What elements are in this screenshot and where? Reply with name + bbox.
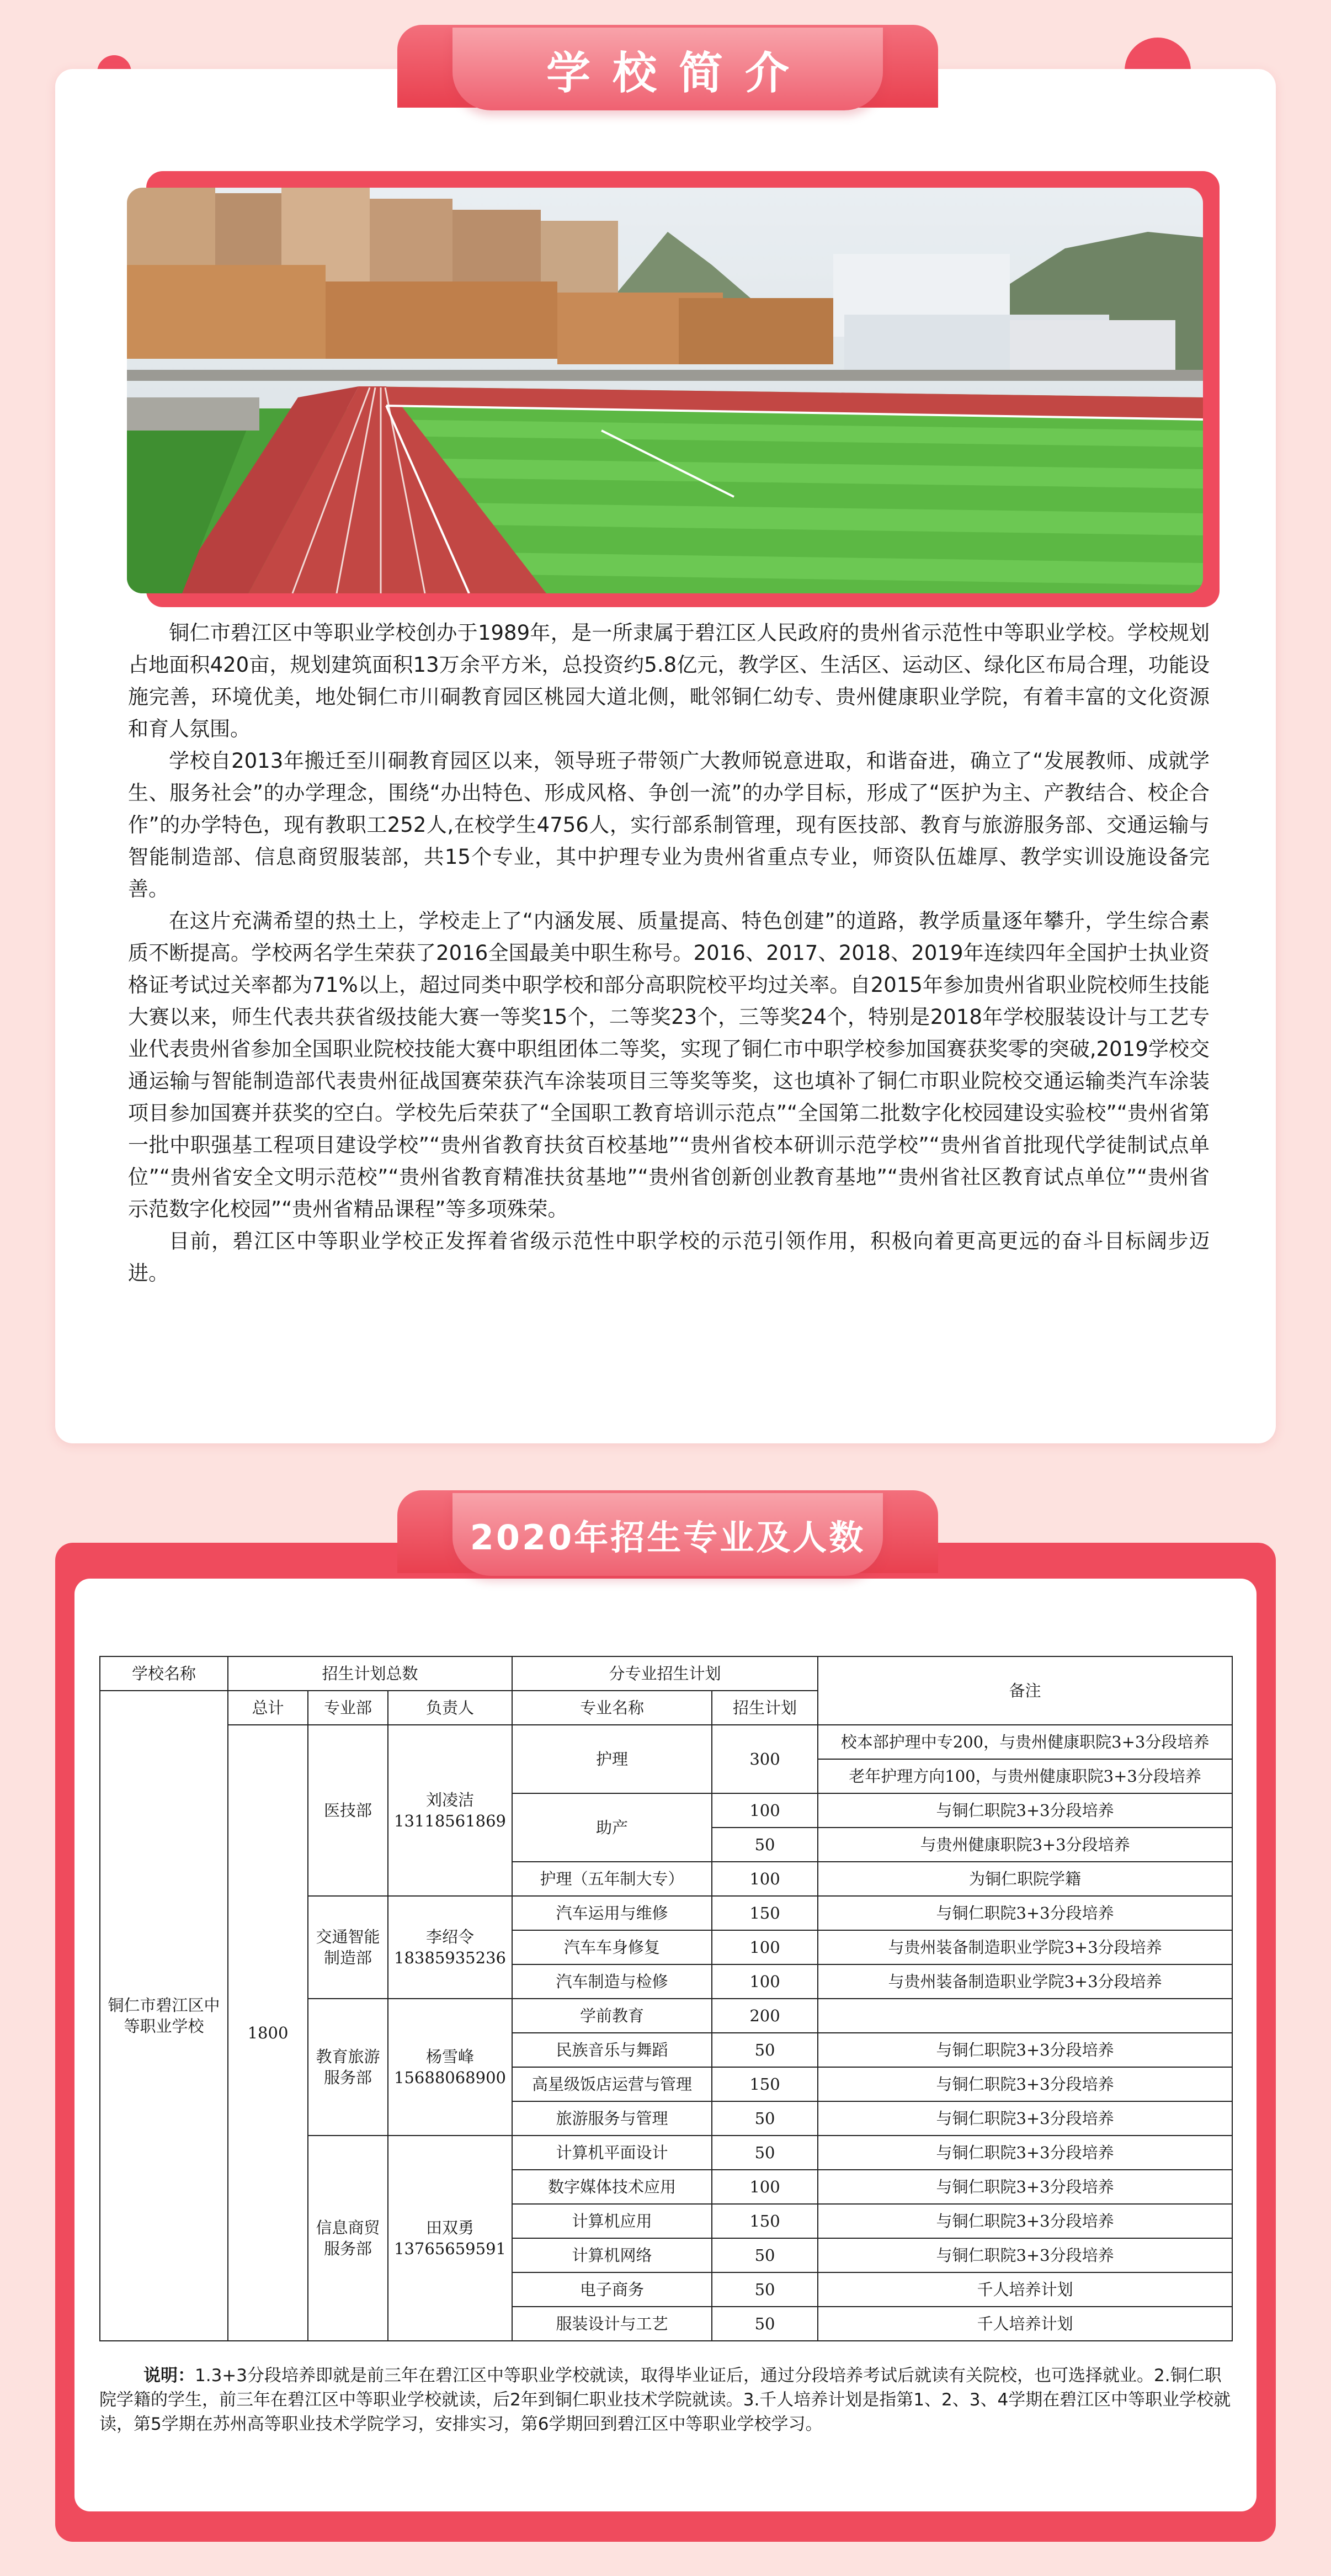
quota-cell: 50 [712, 2101, 818, 2136]
header-cell: 备注 [818, 1656, 1232, 1725]
quota-cell: 150 [712, 2067, 818, 2101]
quota-cell: 50 [712, 1828, 818, 1862]
header-cell: 负责人 [388, 1691, 512, 1725]
remark-cell: 与铜仁职院3+3分段培养 [818, 2136, 1232, 2170]
quota-cell: 50 [712, 2033, 818, 2067]
quota-cell: 50 [712, 2272, 818, 2307]
major-cell: 汽车车身修复 [512, 1930, 712, 1964]
remark-cell: 校本部护理中专200，与贵州健康职院3+3分段培养 [818, 1725, 1232, 1759]
remark-cell: 与铜仁职院3+3分段培养 [818, 2204, 1232, 2238]
intro-paragraph: 学校自2013年搬迁至川硐教育园区以来，领导班子带领广大教师锐意进取，和谐奋进，确立了“发展教师、成就学生、服务社会”的办学理念，围绕“办出特色、形成风格、争创一流”的办学目标，形成了“医护为主、产教结合、校企合作”的办学特色，现有教职工252人,在校学生4756人，实行部系制管理，现有医技部、教育与旅游服务部、交通运输与智能制造部、信息商贸服装部，共15个专业，其中护理专业为贵州省重点专业，师资队伍雄厚、教学实训设施设备完善。 [128, 749, 1210, 901]
quota-cell: 100 [712, 1862, 818, 1896]
remark-cell: 与贵州装备制造职业学院3+3分段培养 [818, 1930, 1232, 1964]
header-cell: 专业名称 [512, 1691, 712, 1725]
major-cell: 电子商务 [512, 2272, 712, 2307]
dept-cell: 医技部 [308, 1725, 388, 1896]
major-cell: 计算机平面设计 [512, 2136, 712, 2170]
section-title-text: 学校简介 [546, 47, 811, 99]
remark-cell: 为铜仁职院学籍 [818, 1862, 1232, 1896]
intro-text [128, 617, 1210, 1289]
intro-paragraph: 铜仁市碧江区中等职业学校创办于1989年，是一所隶属于碧江区人民政府的贵州省示范性中等职业学校。学校规划占地面积420亩，规划建筑面积13万余平方米，总投资约5.8亿元，教学区、生活区、运动区、绿化区布局合理，功能设施完善，环境优美，地处铜仁市川硐教育园区桃园大道北侧，毗邻铜仁幼专、贵州健康职业学院，有着丰富的文化资源和育人氛围。 [128, 621, 1210, 741]
remark-cell: 千人培养计划 [818, 2272, 1232, 2307]
header-cell: 学校名称 [100, 1656, 228, 1691]
quota-cell: 50 [712, 2307, 818, 2341]
remark-cell: 与铜仁职院3+3分段培养 [818, 2067, 1232, 2101]
intro-paragraph: 在这片充满希望的热土上，学校走上了“内涵发展、质量提高、特色创建”的道路，教学质量逐年攀升，学生综合素质不断提高。学校两名学生荣获了2016全国最美中职生称号。2016、2017、2018、2019年连续四年全国护士执业资格证考试过关率都为71%以上，超过同类中职学校和部分高职院校平均过关率。自2015年参加贵州省职业院校师生技能大赛以来，师生代表共获省级技能大赛一等奖15个，二等奖23个，三等奖24个，特别是2018年学校服装设计与工艺专业代表贵州省参加全国职业院校技能大赛中职组团体二等奖，实现了铜仁市中职学校参加国赛获奖零的突破,2019学校交通运输与智能制造部代表贵州征战国赛荣获汽车涂装项目三等奖等奖，这也填补了铜仁市职业院校交通运输类汽车涂装项目参加国赛并获奖的空白。学校先后荣获了“全国职工教育培训示范点”“全国第二批数字化校园建设实验校”“贵州省第一批中职强基工程项目建设学校”“贵州省教育扶贫百校基地”“贵州省校本研训示范学校”“贵州省首批现代学徒制试点单位”“贵州省安全文明示范校”“贵州省教育精准扶贫基地”“贵州省创新创业教育基地”“贵州省社区教育试点单位”“贵州省示范数字化校园”“贵州省精品课程”等多项殊荣。 [128, 909, 1210, 1221]
table-header-row [100, 1656, 1232, 1691]
quota-cell: 100 [712, 2170, 818, 2204]
campus-photo [127, 188, 1203, 593]
dept-cell: 教育旅游 服务部 [308, 1999, 388, 2136]
quota-cell: 150 [712, 2204, 818, 2238]
remark-cell: 与铜仁职院3+3分段培养 [818, 1896, 1232, 1930]
major-cell: 汽车制造与检修 [512, 1964, 712, 1999]
remark-cell: 与铜仁职院3+3分段培养 [818, 2101, 1232, 2136]
section-title-2 [452, 1493, 883, 1576]
section-title-2-text: 2020年招生专业及人数 [470, 1517, 866, 1558]
dept-cell: 交通智能 制造部 [308, 1896, 388, 1999]
remark-cell: 与铜仁职院3+3分段培养 [818, 1793, 1232, 1828]
person-cell: 杨雪峰 15688068900 [388, 1999, 512, 2136]
remark-cell: 与贵州装备制造职业学院3+3分段培养 [818, 1964, 1232, 1999]
header-cell: 分专业招生计划 [512, 1656, 818, 1691]
header-cell: 专业部 [308, 1691, 388, 1725]
remark-cell: 与铜仁职院3+3分段培养 [818, 2238, 1232, 2272]
major-cell: 护理（五年制大专） [512, 1862, 712, 1896]
section-title [452, 28, 883, 110]
total-cell: 1800 [228, 1725, 308, 2341]
quota-cell: 50 [712, 2238, 818, 2272]
table-note [99, 2363, 1232, 2436]
header-cell: 总计 [228, 1691, 308, 1725]
major-cell: 民族音乐与舞蹈 [512, 2033, 712, 2067]
major-cell: 计算机网络 [512, 2238, 712, 2272]
person-cell: 李绍令 18385935236 [388, 1896, 512, 1999]
major-cell: 服装设计与工艺 [512, 2307, 712, 2341]
major-cell: 护理 [512, 1725, 712, 1793]
remark-cell: 千人培养计划 [818, 2307, 1232, 2341]
person-cell: 刘凌洁 13118561869 [388, 1725, 512, 1896]
header-cell: 招生计划总数 [228, 1656, 512, 1691]
table-row [100, 1725, 1232, 1759]
remark-cell [818, 1999, 1232, 2033]
major-cell: 汽车运用与维修 [512, 1896, 712, 1930]
dept-cell: 信息商贸 服务部 [308, 2136, 388, 2341]
major-cell: 旅游服务与管理 [512, 2101, 712, 2136]
enrollment-table [99, 1656, 1233, 2341]
quota-cell: 100 [712, 1964, 818, 1999]
intro-paragraph: 目前，碧江区中等职业学校正发挥着省级示范性中职学校的示范引领作用，积极向着更高更远的奋斗目标阔步迈进。 [128, 1229, 1210, 1285]
major-cell: 高星级饭店运营与管理 [512, 2067, 712, 2101]
quota-cell: 100 [712, 1930, 818, 1964]
note-label: 说明： [143, 2366, 195, 2386]
remark-cell: 与贵州健康职院3+3分段培养 [818, 1828, 1232, 1862]
remark-cell: 与铜仁职院3+3分段培养 [818, 2170, 1232, 2204]
remark-cell: 与铜仁职院3+3分段培养 [818, 2033, 1232, 2067]
quota-cell: 150 [712, 1896, 818, 1930]
quota-cell: 100 [712, 1793, 818, 1828]
header-cell: 招生计划 [712, 1691, 818, 1725]
quota-cell: 300 [712, 1725, 818, 1793]
major-cell: 学前教育 [512, 1999, 712, 2033]
major-cell: 数字媒体技术应用 [512, 2170, 712, 2204]
major-cell: 计算机应用 [512, 2204, 712, 2238]
school-name-cell: 铜仁市碧江区中等职业学校 [100, 1691, 228, 2341]
major-cell: 助产 [512, 1793, 712, 1862]
person-cell: 田双勇 13765659591 [388, 2136, 512, 2341]
remark-cell: 老年护理方向100，与贵州健康职院3+3分段培养 [818, 1759, 1232, 1793]
quota-cell: 50 [712, 2136, 818, 2170]
quota-cell: 200 [712, 1999, 818, 2033]
note-text: 1.3+3分段培养即就是前三年在碧江区中等职业学校就读，取得毕业证后，通过分段培养考试后就读有关院校，也可选择就业。2.铜仁职院学籍的学生，前三年在碧江区中等职业学校就读，后2年到铜仁职业技术学院就读。3.千人培养计划是指第1、2、3、4学期在碧江区中等职业学校就读，第5学期在苏州高等职业技术学院学习，安排实习，第6学期回到碧江区中等职业学校学习。 [99, 2366, 1231, 2434]
